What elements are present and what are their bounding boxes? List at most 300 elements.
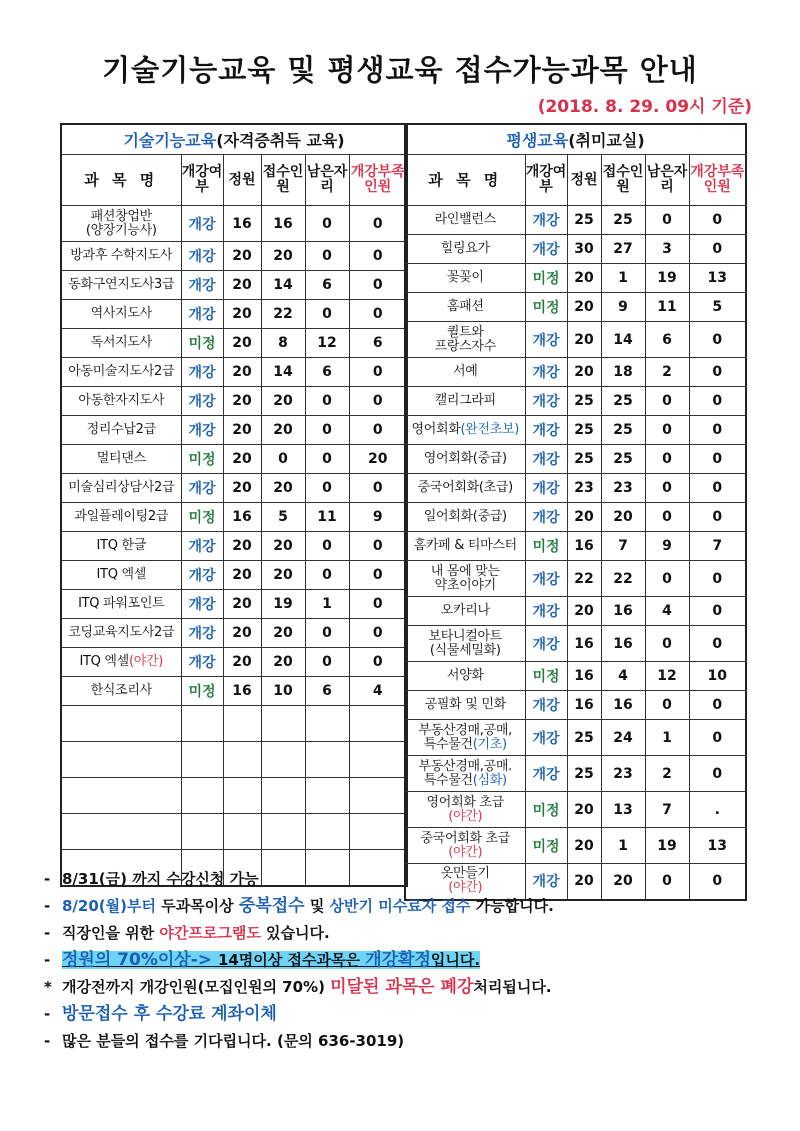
applied-value: 16 [601,597,645,626]
course-name [61,300,181,329]
table-row [405,720,746,756]
course-name [405,235,525,264]
applied-value: 1 [601,828,645,864]
remaining-value: 0 [645,626,689,662]
status-badge: 개강 [181,474,223,503]
course-title: 공필화 및 민화 [424,697,506,712]
status-badge: 미정 [525,293,567,322]
course-note: (야간) [448,808,483,824]
header-status: 개강여부 [525,155,567,206]
capacity-value: 20 [567,864,601,900]
applied-value: 8 [261,329,305,358]
shortage-value: 0 [349,416,407,445]
status-badge: 미정 [181,445,223,474]
status-badge: 미정 [181,503,223,532]
table-row [61,532,407,561]
course-title: 내 몸에 맞는 [430,563,500,579]
course-name [61,329,181,358]
status-badge: 개강 [181,271,223,300]
shortage-value: . [689,792,746,828]
empty-cell [223,706,261,742]
header-name: 과 목 명 [61,155,181,206]
course-name [405,264,525,293]
course-name [61,206,181,242]
shortage-value: 5 [689,293,746,322]
remaining-value: 0 [305,416,349,445]
shortage-value: 0 [349,242,407,271]
empty-cell [181,778,223,814]
course-title: 보타니컬아트 [428,628,503,644]
course-name [405,322,525,358]
shortage-value: 0 [689,864,746,900]
table-row [405,503,746,532]
shortage-value: 0 [349,300,407,329]
empty-cell [61,742,181,778]
applied-value: 16 [601,626,645,662]
course-title: 퀼트와 [446,324,484,340]
course-title: 부동산경매,공매, [418,722,512,738]
status-badge: 개강 [525,474,567,503]
course-title: 부동산경매,공매. [418,758,512,774]
applied-value: 18 [601,358,645,387]
course-name [405,662,525,691]
course-title: 아동한자지도사 [78,393,165,408]
capacity-value: 20 [223,387,261,416]
shortage-value: 4 [349,677,407,706]
course-subtitle: 특수물건 [423,736,473,752]
shortage-value: 0 [689,206,746,235]
course-name [405,792,525,828]
capacity-value: 20 [567,597,601,626]
applied-value: 23 [601,756,645,792]
capacity-value: 16 [567,532,601,561]
capacity-value: 20 [223,300,261,329]
shortage-value: 0 [689,445,746,474]
capacity-value: 16 [567,662,601,691]
course-title: ITQ 엑셀 [79,654,129,669]
capacity-value: 16 [223,206,261,242]
course-name [405,626,525,662]
status-badge: 개강 [525,691,567,720]
capacity-value: 20 [223,329,261,358]
course-name [61,358,181,387]
shortage-value: 0 [349,387,407,416]
shortage-value: 13 [689,828,746,864]
course-title: 역사지도사 [90,306,152,321]
table-row [61,242,407,271]
remaining-value: 0 [645,561,689,597]
status-badge: 개강 [525,561,567,597]
status-badge: 개강 [181,300,223,329]
course-title: 패션창업반 [90,208,152,224]
course-title: 중국어회화(초급) [417,480,513,495]
status-badge: 개강 [181,416,223,445]
remaining-value: 1 [645,720,689,756]
remaining-value: 6 [305,358,349,387]
remaining-value: 0 [305,648,349,677]
empty-cell [223,742,261,778]
capacity-value: 20 [223,242,261,271]
header-name: 과 목 명 [405,155,525,206]
header-capacity: 정원 [223,155,261,206]
course-name [405,828,525,864]
status-badge: 개강 [525,358,567,387]
applied-value: 5 [261,503,305,532]
status-badge: 개강 [181,648,223,677]
remaining-value: 1 [305,590,349,619]
table-row [61,300,407,329]
header-shortage: 개강부족인원 [689,155,746,206]
capacity-value: 20 [223,648,261,677]
applied-value: 19 [261,590,305,619]
empty-cell [261,706,305,742]
status-badge: 개강 [181,387,223,416]
capacity-value: 20 [567,264,601,293]
empty-cell [223,778,261,814]
course-title: 영어회화 [411,422,461,437]
remaining-value: 0 [305,300,349,329]
left-rows [61,206,407,886]
status-badge: 미정 [525,532,567,561]
applied-value: 20 [261,561,305,590]
remaining-value: 0 [645,503,689,532]
status-badge: 개강 [525,626,567,662]
empty-cell [305,814,349,850]
course-name [61,445,181,474]
course-name [405,293,525,322]
course-name [405,532,525,561]
shortage-value: 0 [349,474,407,503]
capacity-value: 20 [567,322,601,358]
course-title: 오카리나 [440,603,490,618]
capacity-value: 20 [567,828,601,864]
course-subtitle: (양장기능사) [85,222,157,238]
table-row-empty [61,706,407,742]
capacity-value: 20 [223,619,261,648]
applied-value: 20 [261,648,305,677]
applied-value: 14 [601,322,645,358]
header-capacity: 정원 [567,155,601,206]
applied-value: 9 [601,293,645,322]
course-name [405,691,525,720]
table-row [405,474,746,503]
capacity-value: 25 [567,416,601,445]
section-title [61,124,407,155]
page-title: 기술기능교육 및 평생교육 접수가능과목 안내 [102,53,698,87]
course-subtitle: (식물세밀화) [429,642,501,658]
course-title: 일어회화(중급) [423,509,507,524]
course-title: 아동미술지도사2급 [68,364,175,379]
applied-value: 20 [261,474,305,503]
course-title: 라인밸런스 [434,212,496,227]
course-name [61,416,181,445]
notes [44,866,764,1055]
table-row [405,532,746,561]
shortage-value: 0 [689,474,746,503]
table-row-empty [61,778,407,814]
capacity-value: 25 [567,445,601,474]
table-row [405,662,746,691]
status-badge: 개강 [181,561,223,590]
table-row [61,271,407,300]
table-row [405,206,746,235]
table-row-empty [61,814,407,850]
course-title: ITQ 엑셀 [96,567,146,582]
applied-value: 25 [601,387,645,416]
empty-cell [61,814,181,850]
empty-cell [181,706,223,742]
table-row [405,264,746,293]
course-name [61,532,181,561]
remaining-value: 0 [305,206,349,242]
shortage-value: 7 [689,532,746,561]
status-badge: 개강 [181,206,223,242]
section-main: 기술기능교육 [123,131,217,150]
course-title: 서양화 [446,668,484,683]
course-name [61,590,181,619]
table-row [405,416,746,445]
course-title: 정리수납2급 [86,422,156,437]
course-title: 과일플레이팅2급 [74,509,169,524]
shortage-value: 0 [349,561,407,590]
course-title: ITQ 파워포인트 [78,596,165,611]
capacity-value: 25 [567,387,601,416]
note-confirm: - 정원의 70%이상-> 14명이상 접수과목은 개강확정입니다. [44,950,481,970]
shortage-value: 0 [349,648,407,677]
capacity-value: 20 [223,271,261,300]
table-row [405,445,746,474]
table-row [405,626,746,662]
course-title: 옷만들기 [440,866,490,882]
capacity-value: 16 [567,626,601,662]
course-title: 한식조리사 [90,683,152,698]
course-title: 방과후 수학지도사 [70,248,173,263]
empty-cell [261,778,305,814]
course-name [405,720,525,756]
capacity-value: 25 [567,756,601,792]
capacity-value: 16 [223,503,261,532]
empty-cell [61,706,181,742]
capacity-value: 20 [223,445,261,474]
course-name [61,677,181,706]
remaining-value: 12 [305,329,349,358]
remaining-value: 11 [305,503,349,532]
table-row [61,590,407,619]
course-name [405,358,525,387]
status-badge: 개강 [181,619,223,648]
table-row [61,619,407,648]
table-row-empty [61,742,407,778]
capacity-value: 20 [567,358,601,387]
remaining-value: 2 [645,756,689,792]
remaining-value: 0 [305,445,349,474]
course-title: 독서지도사 [90,335,152,350]
note-contact: - 많은 분들의 접수를 기다립니다. (문의 636-3019) [44,1032,405,1050]
status-badge: 미정 [525,792,567,828]
note-deadline: - 8/31(금) 까지 수강신청 가능 [44,870,259,888]
technical-course-table [60,123,408,887]
table-row [405,597,746,626]
empty-cell [305,778,349,814]
shortage-value: 0 [689,387,746,416]
applied-value: 14 [261,271,305,300]
applied-value: 4 [601,662,645,691]
table-row [61,561,407,590]
right-rows [405,206,746,900]
remaining-value: 9 [645,532,689,561]
course-name [61,648,181,677]
table-row [61,445,407,474]
status-badge: 개강 [525,206,567,235]
capacity-value: 20 [223,561,261,590]
applied-value: 23 [601,474,645,503]
course-title: 힐링요가 [440,241,490,256]
remaining-value: 0 [305,561,349,590]
applied-value: 20 [261,242,305,271]
remaining-value: 7 [645,792,689,828]
remaining-value: 3 [645,235,689,264]
remaining-value: 0 [645,474,689,503]
remaining-value: 0 [305,532,349,561]
applied-value: 20 [601,864,645,900]
remaining-value: 6 [305,271,349,300]
course-title: 중국어회화 초급 [420,830,511,846]
table-row [61,387,407,416]
table-row [405,561,746,597]
status-badge: 개강 [525,387,567,416]
course-name [405,445,525,474]
applied-value: 20 [261,387,305,416]
shortage-value: 0 [349,271,407,300]
course-name [61,503,181,532]
capacity-value: 20 [223,532,261,561]
shortage-value: 0 [689,503,746,532]
course-name [405,206,525,235]
course-name [405,387,525,416]
status-badge: 개강 [525,597,567,626]
status-badge: 개강 [525,864,567,900]
header-status: 개강여부 [181,155,223,206]
table-row [405,756,746,792]
header-applied: 접수인원 [261,155,305,206]
remaining-value: 6 [305,677,349,706]
course-note: (야간) [128,654,164,669]
course-subtitle: 약초이야기 [434,577,496,593]
course-name [61,271,181,300]
shortage-value: 0 [689,626,746,662]
course-title: 영어회화(중급) [423,451,507,466]
capacity-value: 20 [567,792,601,828]
course-name [61,387,181,416]
status-badge: 개강 [525,235,567,264]
applied-value: 20 [601,503,645,532]
remaining-value: 12 [645,662,689,691]
shortage-value: 0 [689,561,746,597]
empty-cell [349,778,407,814]
header-applied: 접수인원 [601,155,645,206]
applied-value: 20 [261,532,305,561]
course-title: 서예 [452,364,478,379]
shortage-value: 0 [689,756,746,792]
empty-cell [305,706,349,742]
remaining-value: 0 [305,619,349,648]
shortage-value: 0 [349,590,407,619]
capacity-value: 25 [567,206,601,235]
status-badge: 개강 [181,590,223,619]
table-row [405,235,746,264]
applied-value: 20 [261,416,305,445]
empty-cell [261,742,305,778]
table-row [405,322,746,358]
status-badge: 개강 [181,532,223,561]
header-shortage: 개강부족인원 [349,155,407,206]
status-badge: 미정 [525,828,567,864]
course-name [405,561,525,597]
remaining-value: 19 [645,264,689,293]
course-note: (완전초보) [460,422,520,437]
applied-value: 22 [601,561,645,597]
course-title: 멀티댄스 [96,451,146,466]
course-note: (심화) [472,772,507,788]
capacity-value: 23 [567,474,601,503]
capacity-value: 30 [567,235,601,264]
shortage-value: 0 [689,322,746,358]
empty-cell [223,814,261,850]
table-row [405,387,746,416]
remaining-value: 6 [645,322,689,358]
remaining-value: 0 [305,242,349,271]
note-cancel: * 개강전까지 개강인원(모집인원의 70%) 미달된 과목은 폐강처리됩니다. [44,977,552,997]
shortage-value: 0 [689,235,746,264]
applied-value: 16 [261,206,305,242]
applied-value: 14 [261,358,305,387]
applied-value: 0 [261,445,305,474]
table-row [61,329,407,358]
table-row [61,648,407,677]
course-subtitle: 특수물건 [423,772,473,788]
capacity-value: 25 [567,720,601,756]
section-sub: (자격증취득 교육) [216,131,345,150]
status-badge: 개강 [181,242,223,271]
capacity-value: 16 [567,691,601,720]
course-name [405,503,525,532]
empty-cell [349,742,407,778]
course-name [405,416,525,445]
capacity-value: 20 [223,474,261,503]
course-title: 코딩교육지도사2급 [68,625,175,640]
status-badge: 개강 [525,720,567,756]
section-title [405,124,746,155]
remaining-value: 0 [645,206,689,235]
course-name [61,474,181,503]
table-row [405,792,746,828]
note-night: - 직장인을 위한 야간프로그램도 있습니다. [44,924,330,942]
status-badge: 개강 [525,416,567,445]
empty-cell [261,814,305,850]
applied-value: 20 [261,619,305,648]
table-row [405,828,746,864]
applied-value: 22 [261,300,305,329]
shortage-value: 0 [349,532,407,561]
course-name [405,597,525,626]
table-row [61,677,407,706]
status-badge: 미정 [525,662,567,691]
date-reference: (2018. 8. 29. 09시 기준) [537,97,752,117]
status-badge: 개강 [525,503,567,532]
table-row [405,293,746,322]
shortage-value: 0 [689,416,746,445]
applied-value: 25 [601,416,645,445]
